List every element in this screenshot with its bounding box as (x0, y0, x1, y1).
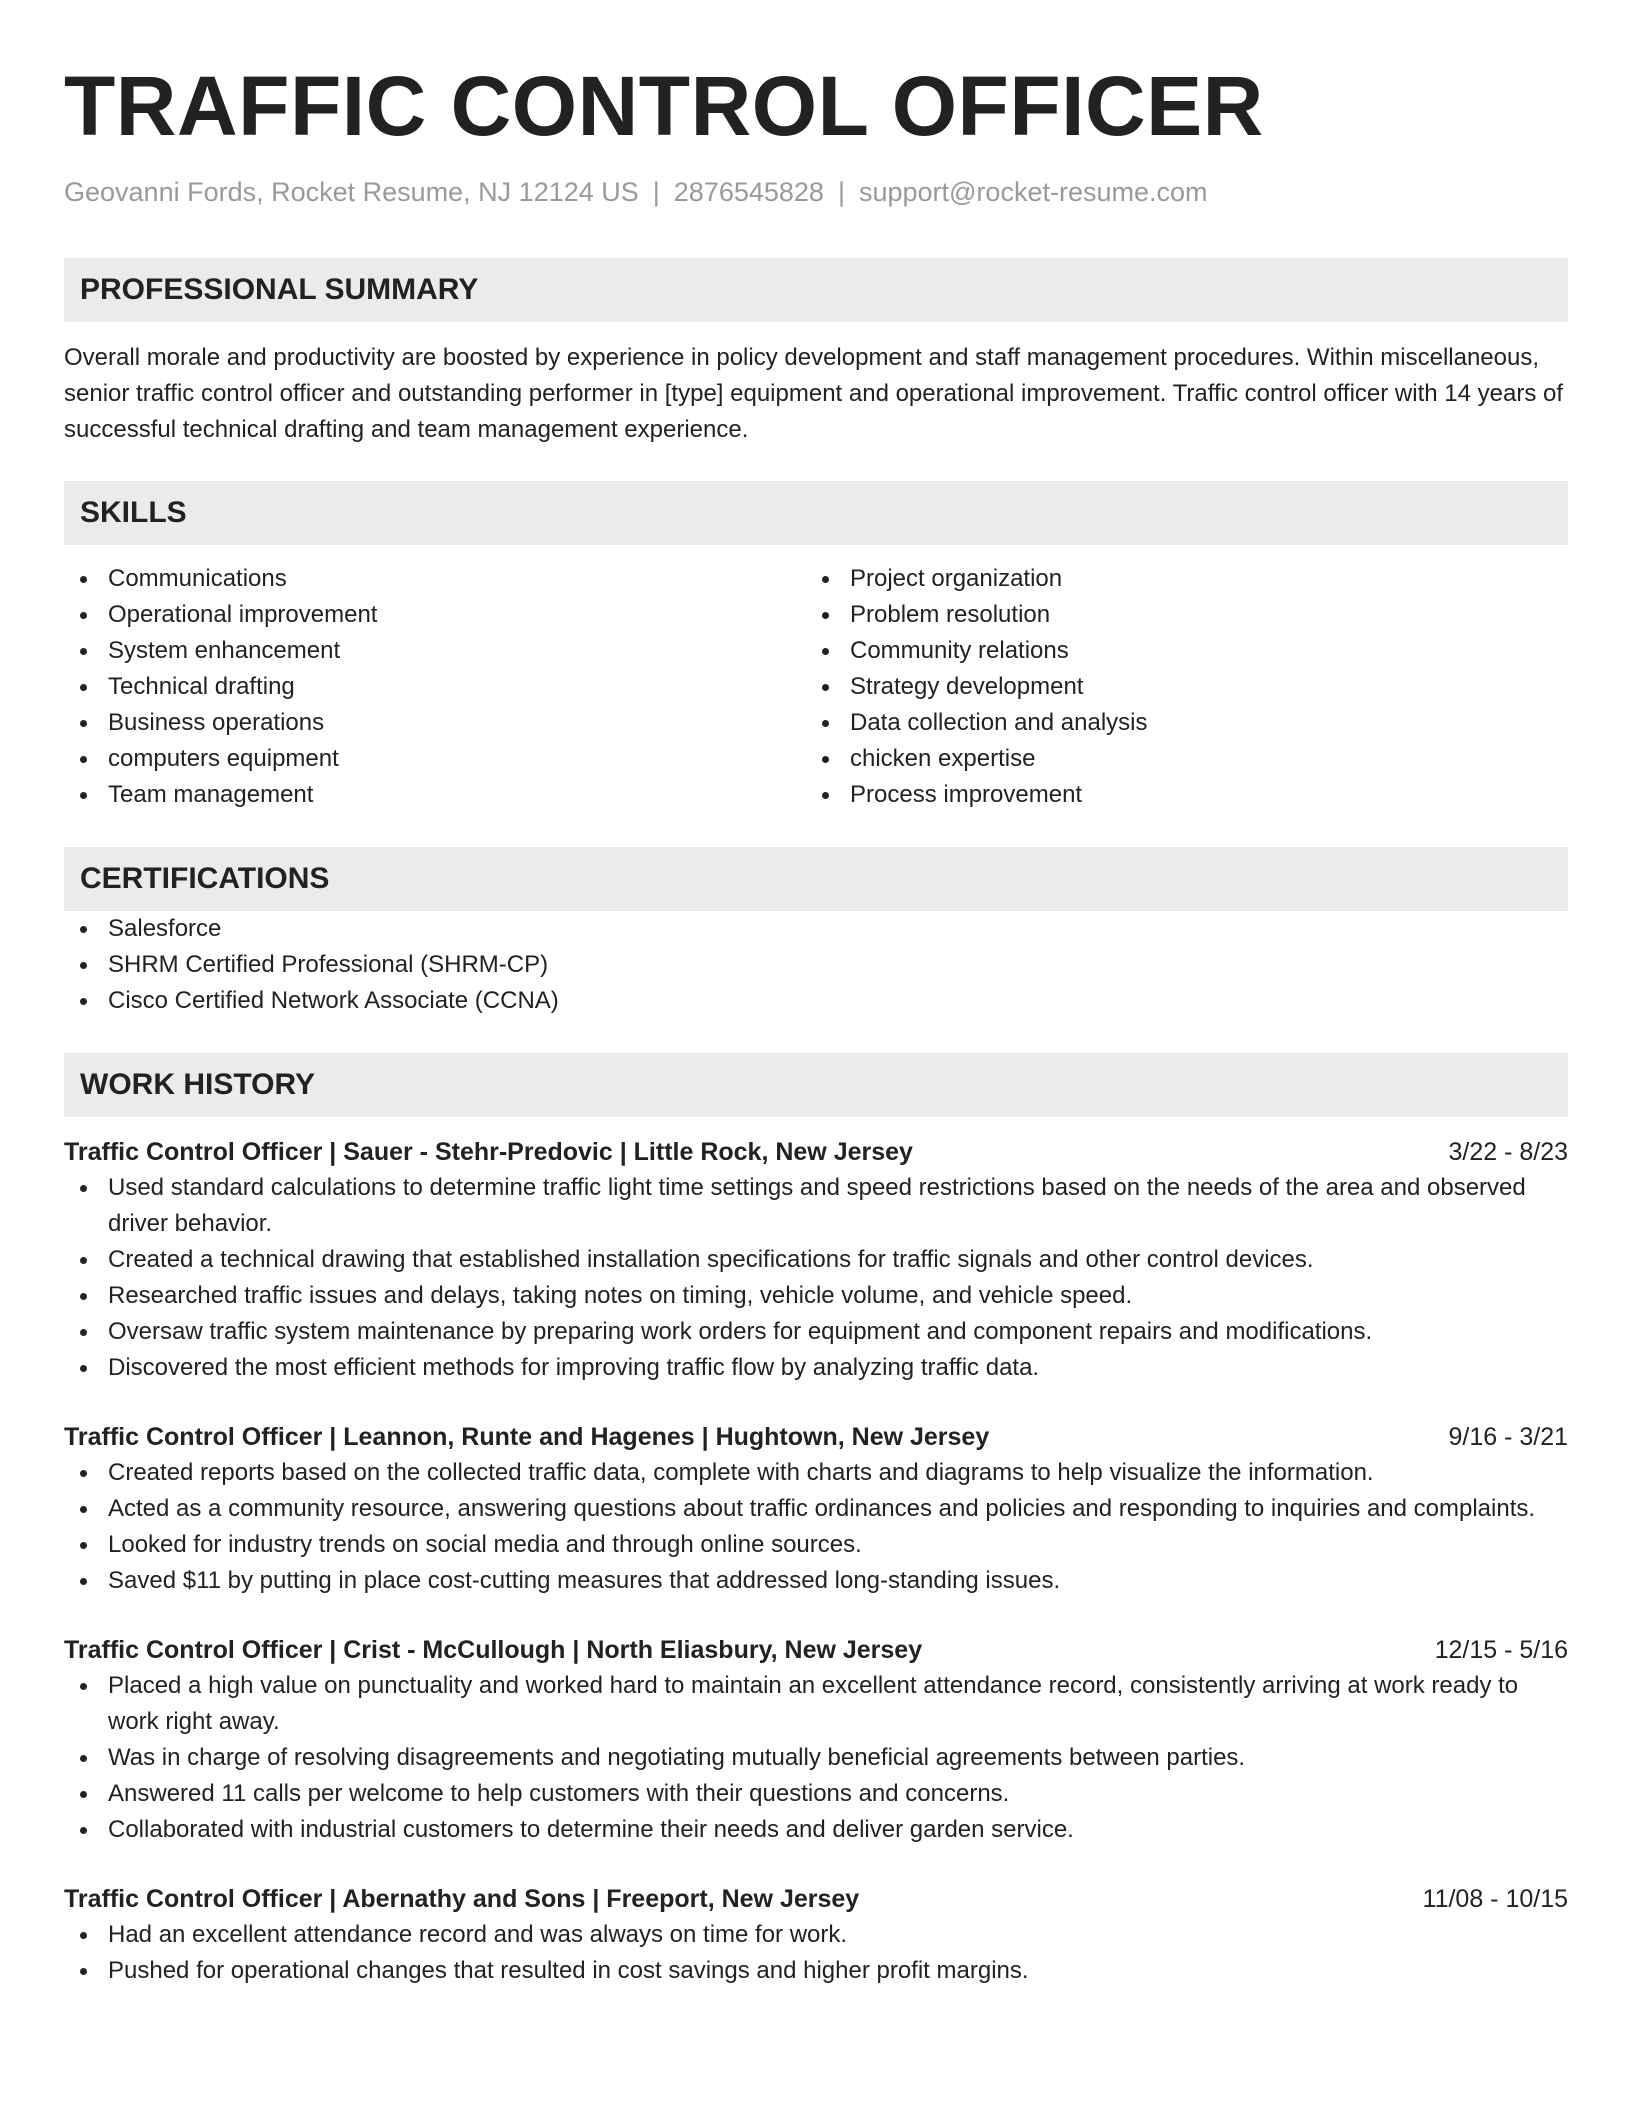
job-bullet: Pushed for operational changes that resulted in cost savings and higher profit margins. (64, 1953, 1568, 1989)
job-dates: 11/08 - 10/15 (1422, 1885, 1568, 1914)
job-header (64, 1134, 1568, 1170)
job-entry (64, 1134, 1568, 1386)
section-header-certifications: CERTIFICATIONS (64, 847, 1568, 911)
job-dates: 12/15 - 5/16 (1434, 1636, 1568, 1665)
job-dates: 3/22 - 8/23 (1448, 1138, 1568, 1167)
contact-email: support@rocket-resume.com (858, 177, 1208, 207)
job-bullet: Created reports based on the collected traffic data, complete with charts and diagrams to help visualize the information. (64, 1455, 1568, 1491)
skill-item: computers equipment (64, 741, 806, 777)
section-header-work-history: WORK HISTORY (64, 1053, 1568, 1117)
job-title: Traffic Control Officer | Crist - McCullough | North Eliasbury, New Jersey (64, 1636, 923, 1665)
certifications-list (64, 911, 1568, 1019)
certification-item: SHRM Certified Professional (SHRM-CP) (64, 947, 1568, 983)
section-header-summary: PROFESSIONAL SUMMARY (64, 258, 1568, 322)
skill-item: Project organization (806, 561, 1548, 597)
job-bullet: Discovered the most efficient methods for improving traffic flow by analyzing traffic data. (64, 1350, 1568, 1386)
section-header-skills: SKILLS (64, 481, 1568, 545)
skills-list-left (64, 561, 806, 813)
job-entry (64, 1632, 1568, 1848)
job-bullet: Acted as a community resource, answering questions about traffic ordinances and policies and responding to inquiries and complaints. (64, 1491, 1568, 1527)
skill-item: Communications (64, 561, 806, 597)
job-bullet-list (64, 1917, 1568, 1989)
skills-list-right (806, 561, 1548, 813)
job-bullet: Created a technical drawing that established installation specifications for traffic signals and other control devices. (64, 1242, 1568, 1278)
job-header (64, 1419, 1568, 1455)
skill-item: Strategy development (806, 669, 1548, 705)
job-bullet: Used standard calculations to determine traffic light time settings and speed restrictions based on the needs of the area and observed driver behavior. (64, 1170, 1568, 1242)
job-bullet: Had an excellent attendance record and was always on time for work. (64, 1917, 1568, 1953)
skill-item: Problem resolution (806, 597, 1548, 633)
contact-phone: 2876545828 (673, 177, 824, 207)
skill-item: Operational improvement (64, 597, 806, 633)
job-title: Traffic Control Officer | Abernathy and Sons | Freeport, New Jersey (64, 1885, 860, 1914)
job-bullet-list (64, 1170, 1568, 1386)
job-bullet: Collaborated with industrial customers to determine their needs and deliver garden service. (64, 1812, 1568, 1848)
job-header (64, 1632, 1568, 1668)
job-bullet: Researched traffic issues and delays, taking notes on timing, vehicle volume, and vehicle speed. (64, 1278, 1568, 1314)
skill-item: Technical drafting (64, 669, 806, 705)
job-bullet: Was in charge of resolving disagreements and negotiating mutually beneficial agreements between parties. (64, 1740, 1568, 1776)
job-bullet: Looked for industry trends on social media and through online sources. (64, 1527, 1568, 1563)
skill-item: Process improvement (806, 777, 1548, 813)
summary-paragraph: Overall morale and productivity are boosted by experience in policy development and staff management procedures. Within miscellaneous, senior traffic control officer and outstanding performer in [type] equipment and operational improvement. Traffic control officer with 14 years of successful technical drafting and team management experience. (64, 344, 1564, 444)
skill-item: Team management (64, 777, 806, 813)
contact-separator: | (652, 177, 660, 207)
job-entry (64, 1881, 1568, 1989)
contact-address: Geovanni Fords, Rocket Resume, NJ 12124 US (64, 177, 639, 207)
skill-item: Data collection and analysis (806, 705, 1548, 741)
job-title: Traffic Control Officer | Sauer - Stehr-Predovic | Little Rock, New Jersey (64, 1138, 913, 1167)
job-bullet-list (64, 1668, 1568, 1848)
contact-line (64, 176, 1568, 208)
job-dates: 9/16 - 3/21 (1448, 1423, 1568, 1452)
job-title: Traffic Control Officer | Leannon, Runte and Hagenes | Hughtown, New Jersey (64, 1423, 990, 1452)
skills-grid (64, 561, 1568, 813)
resume-name-title: TRAFFIC CONTROL OFFICER (64, 59, 1264, 153)
contact-separator: | (837, 177, 845, 207)
job-bullet: Saved $11 by putting in place cost-cutting measures that addressed long-standing issues. (64, 1563, 1568, 1599)
job-bullet: Placed a high value on punctuality and worked hard to maintain an excellent attendance record, consistently arriving at work ready to work right away. (64, 1668, 1568, 1740)
skill-item: Community relations (806, 633, 1548, 669)
job-bullet: Answered 11 calls per welcome to help customers with their questions and concerns. (64, 1776, 1568, 1812)
certification-item: Cisco Certified Network Associate (CCNA) (64, 983, 1568, 1019)
skill-item: System enhancement (64, 633, 806, 669)
job-bullet: Oversaw traffic system maintenance by preparing work orders for equipment and component repairs and modifications. (64, 1314, 1568, 1350)
skill-item: chicken expertise (806, 741, 1548, 777)
job-bullet-list (64, 1455, 1568, 1599)
job-header (64, 1881, 1568, 1917)
job-entry (64, 1419, 1568, 1599)
certification-item: Salesforce (64, 911, 1568, 947)
skill-item: Business operations (64, 705, 806, 741)
